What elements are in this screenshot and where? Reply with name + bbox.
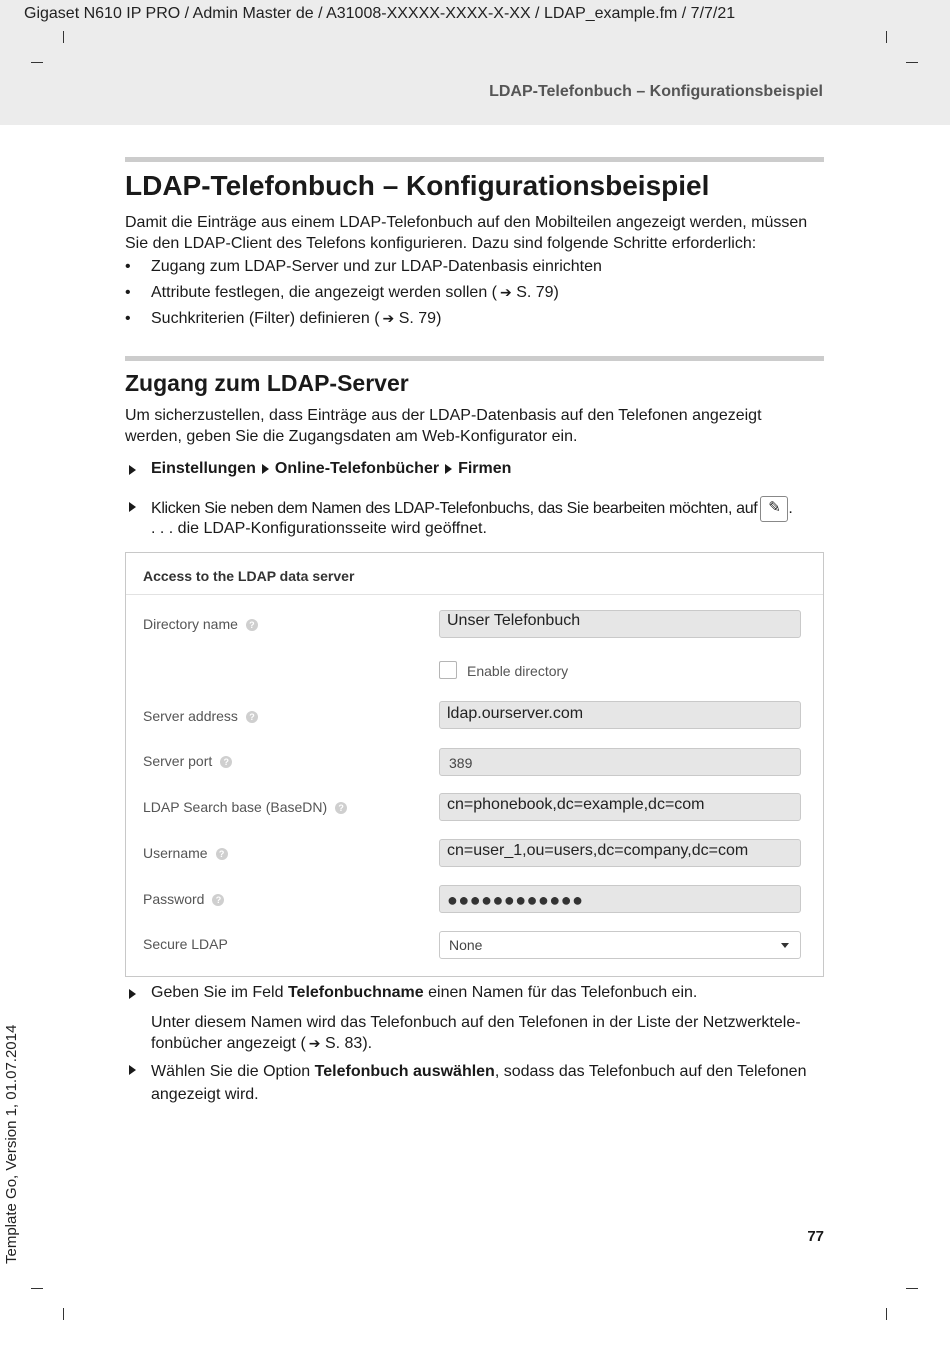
section-rule xyxy=(125,356,824,361)
nav-separator-icon xyxy=(262,464,269,474)
nav-separator-icon xyxy=(445,464,452,474)
section-title: Zugang zum LDAP-Server xyxy=(125,370,409,396)
arrow-right-icon: ➔ xyxy=(500,284,512,300)
section-line: Um sicherzustellen, dass Einträge aus der LDAP-Datenbasis auf den Telefonen angezeigt xyxy=(125,407,762,424)
help-icon[interactable]: ? xyxy=(216,848,228,860)
chevron-down-icon xyxy=(781,943,789,948)
help-icon[interactable]: ? xyxy=(212,894,224,906)
secure-ldap-value: None xyxy=(449,937,483,953)
arrow-right-icon: ➔ xyxy=(308,1035,321,1051)
arrow-right-icon: ➔ xyxy=(382,310,395,326)
crop-mark xyxy=(31,62,43,63)
help-icon[interactable]: ? xyxy=(246,619,258,631)
server-address-input[interactable]: ldap.ourserver.com xyxy=(439,701,801,729)
running-head: LDAP-Telefonbuch – Konfigurationsbeispiel xyxy=(489,83,823,100)
crop-mark xyxy=(63,1308,64,1320)
intro-paragraph xyxy=(125,212,830,254)
bullet-dot: • xyxy=(125,258,131,275)
crop-mark xyxy=(63,31,64,43)
step-note: Unter diesem Namen wird das Telefonbuch auf den Telefonen in der Liste der Netzwerktele- fonbücher angezeigt ( ➔ S. 83). xyxy=(151,1014,801,1052)
enable-directory-label: Enable directory xyxy=(467,663,569,679)
search-base-label: LDAP Search base (BaseDN) ? xyxy=(143,799,347,815)
file-info: Gigaset N610 IP PRO / Admin Master de / A31008-XXXXX-XXXX-X-XX / LDAP_example.fm / 7/7/21 xyxy=(24,5,736,22)
help-icon[interactable]: ? xyxy=(335,802,347,814)
bullet-dot: • xyxy=(125,284,131,301)
username-label: Username ? xyxy=(143,845,228,861)
search-base-input[interactable]: cn=phonebook,dc=example,dc=com xyxy=(439,793,801,821)
bullet-dot: • xyxy=(125,310,131,327)
password-input[interactable]: ●●●●●●●●●●●● xyxy=(439,885,801,913)
nav-online-phonebooks[interactable]: Online-Telefonbücher xyxy=(274,460,440,477)
section-line: werden, geben Sie die Zugangsdaten am Web-Konfigurator ein. xyxy=(125,428,578,445)
password-label: Password ? xyxy=(143,891,224,907)
help-icon[interactable]: ? xyxy=(220,756,232,768)
help-icon[interactable]: ? xyxy=(246,711,258,723)
directory-name-label: Directory name ? xyxy=(143,616,258,632)
step-result: . . . die LDAP-Konfigurationsseite wird geöffnet. xyxy=(151,520,487,537)
step-suffix: . xyxy=(788,500,793,518)
server-port-label: Server port ? xyxy=(143,753,232,769)
crop-mark xyxy=(886,1308,887,1320)
step-triangle-icon xyxy=(129,465,136,475)
page-reference-link[interactable]: S. 83). xyxy=(324,1035,373,1052)
crop-mark xyxy=(906,1288,918,1289)
username-input[interactable]: cn=user_1,ou=users,dc=company,dc=com xyxy=(439,839,801,867)
panel-divider xyxy=(126,594,823,595)
directory-name-input[interactable]: Unser Telefonbuch xyxy=(439,610,801,638)
section-rule xyxy=(125,157,824,162)
intro-line: Sie den LDAP-Client des Telefons konfigurieren. Dazu sind folgende Schritte erforderlich: xyxy=(125,235,757,252)
page-title: LDAP-Telefonbuch – Konfigurationsbeispiel xyxy=(125,170,710,201)
bullet-text: Suchkriterien (Filter) definieren ( xyxy=(151,310,380,327)
nav-companies[interactable]: Firmen xyxy=(458,460,512,477)
bullet-text: Attribute festlegen, die angezeigt werden sollen ( xyxy=(151,284,497,301)
nav-settings[interactable]: Einstellungen xyxy=(151,460,256,477)
step-triangle-icon xyxy=(129,1065,136,1075)
step-triangle-icon xyxy=(129,989,136,999)
enable-directory-checkbox[interactable] xyxy=(439,661,457,679)
step-instruction: Geben Sie im Feld Telefonbuchname einen Namen für das Telefonbuch ein. xyxy=(151,984,698,1001)
crop-mark xyxy=(886,31,887,43)
step-text: Klicken Sie neben dem Namen des LDAP-Telefonbuchs, das Sie bearbeiten möchten, auf xyxy=(151,500,758,518)
step-triangle-icon xyxy=(129,502,136,512)
template-version-text: Template Go, Version 1, 01.07.2014 xyxy=(3,1024,20,1264)
page-reference-link[interactable]: S. 79) xyxy=(516,284,559,301)
secure-ldap-label: Secure LDAP xyxy=(143,936,228,952)
ldap-config-panel xyxy=(125,552,824,977)
server-address-label: Server address ? xyxy=(143,708,258,724)
crop-mark xyxy=(906,62,918,63)
panel-title: Access to the LDAP data server xyxy=(143,568,355,584)
navigation-path xyxy=(151,460,511,478)
page-reference-link[interactable]: S. 79) xyxy=(398,310,442,327)
field-name-bold: Telefonbuchname xyxy=(287,984,424,1001)
secure-ldap-select[interactable] xyxy=(439,931,801,959)
intro-line: Damit die Einträge aus einem LDAP-Telefonbuch auf den Mobilteilen angezeigt werden, müssen xyxy=(125,214,808,231)
step-instruction xyxy=(151,496,792,522)
server-port-input[interactable]: 389 xyxy=(439,748,801,776)
page-number: 77 xyxy=(807,1228,824,1245)
option-name-bold: Telefonbuch auswählen xyxy=(314,1063,495,1080)
bullet-text: Zugang zum LDAP-Server und zur LDAP-Datenbasis einrichten xyxy=(151,258,602,275)
edit-pencil-icon[interactable]: ✎ xyxy=(760,496,788,522)
step-instruction: Wählen Sie die Option Telefonbuch auswählen, sodass das Telefonbuch auf den Telefonen angezeigt wird. xyxy=(151,1063,807,1103)
crop-mark xyxy=(31,1288,43,1289)
section-paragraph xyxy=(125,405,830,447)
